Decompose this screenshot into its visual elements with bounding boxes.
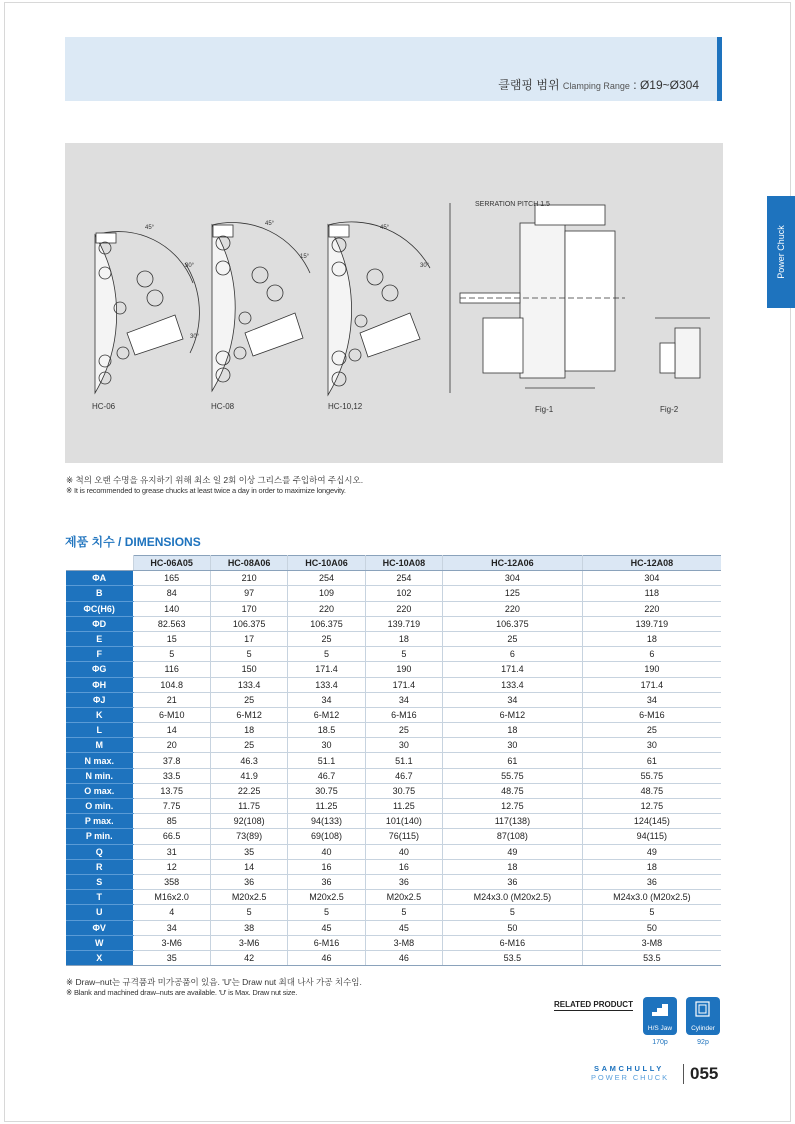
related-cylinder-button[interactable] [686,997,720,1035]
table-cell: 12 [133,859,210,874]
table-cell: 5 [365,647,442,662]
row-label: W [66,935,133,950]
table-cell: 6-M16 [288,935,365,950]
table-cell: 41.9 [210,768,287,783]
table-cell: 133.4 [443,677,583,692]
table-cell: 46 [365,950,442,965]
table-cell: 171.4 [288,662,365,677]
table-row [66,814,721,829]
row-label: X [66,950,133,965]
table-cell: 6-M10 [133,707,210,722]
table-cell: 6 [443,647,583,662]
table-cell: 51.1 [288,753,365,768]
table-cell: 82.563 [133,616,210,631]
angle-label: 30° [190,334,200,340]
row-label: B [66,586,133,601]
table-cell: 5 [582,905,721,920]
table-cell: 102 [365,586,442,601]
table-cell: 18 [443,859,583,874]
column-header: HC-10A08 [365,556,442,571]
table-cell: 6-M12 [288,707,365,722]
table-cell: 171.4 [582,677,721,692]
footer-divider [683,1064,684,1084]
grease-note-ko: ※ 척의 오랜 수명을 유지하기 위해 최소 일 2회 이상 그리스를 주입하여 주십시오. [66,475,364,485]
grease-note-en: ※ It is recommended to grease chucks at least twice a day in order to maximize longevity. [66,486,346,495]
table-cell: 106.375 [443,616,583,631]
clamp-value: Ø19~Ø304 [639,78,699,92]
table-cell: 125 [443,586,583,601]
column-header: HC-10A06 [288,556,365,571]
table-cell: 25 [443,631,583,646]
stairs-icon [651,1001,669,1017]
table-cell: 5 [443,905,583,920]
table-cell: 3-M6 [210,935,287,950]
table-row [66,662,721,677]
table-cell: 133.4 [288,677,365,692]
table-cell: 21 [133,692,210,707]
angle-label: 15° [300,254,310,260]
table-cell: 51.1 [365,753,442,768]
related-item-page: 170p [652,1039,668,1046]
table-cell: 36 [210,874,287,889]
serration-label: SERRATION PITCH 1.5 [475,201,550,208]
table-cell: 220 [365,601,442,616]
section-title-dimensions: 제품 치수 / DIMENSIONS [65,535,201,549]
table-cell: 18 [582,631,721,646]
table-cell: 97 [210,586,287,601]
table-row [66,753,721,768]
table-cell: 31 [133,844,210,859]
table-cell: 25 [582,723,721,738]
table-cell: 16 [288,859,365,874]
table-cell: 53.5 [582,950,721,965]
drawing-svg [65,143,723,463]
table-cell: 46.7 [288,768,365,783]
angle-label: 30° [420,263,430,269]
clamping-range: 클램핑 범위 Clamping Range : Ø19~Ø304 [498,78,699,92]
table-cell: 20 [133,738,210,753]
table-cell: M24x3.0 (M20x2.5) [582,890,721,905]
chuck-hc06-drawing [95,232,199,393]
drawnut-note-en: ※ Blank and machined draw–nuts are available. 'U' is Max. Draw nut size. [66,988,298,997]
table-cell: 18 [582,859,721,874]
table-cell: 94(115) [582,829,721,844]
table-cell: 69(108) [288,829,365,844]
fig2-drawing [655,318,710,378]
row-label: P min. [66,829,133,844]
table-cell: 4 [133,905,210,920]
table-cell: M20x2.5 [210,890,287,905]
table-cell: 40 [288,844,365,859]
row-label: ΦA [66,571,133,586]
table-cell: 61 [582,753,721,768]
table-cell: 18 [210,723,287,738]
table-row [66,890,721,905]
table-cell: 66.5 [133,829,210,844]
table-cell: 42 [210,950,287,965]
table-cell: M16x2.0 [133,890,210,905]
table-row [66,586,721,601]
table-cell: 13.75 [133,783,210,798]
table-cell: 34 [288,692,365,707]
table-row [66,783,721,798]
table-cell: 11.25 [288,799,365,814]
table-cell: 25 [365,723,442,738]
chuck-hc10-12-drawing [328,222,430,395]
table-cell: 94(133) [288,814,365,829]
table-cell: 35 [210,844,287,859]
table-corner [66,556,133,571]
table-cell: 34 [443,692,583,707]
related-hs-jaw-button[interactable] [643,997,677,1035]
table-row [66,571,721,586]
table-cell: 36 [582,874,721,889]
row-label: ΦJ [66,692,133,707]
drawnut-note-ko: ※ Draw–nut는 규격품과 미가공품이 있음. 'U'는 Draw nut 최대 나사 가공 치수임. [66,977,362,987]
model-label-hc08: HC-08 [211,402,235,411]
column-header: HC-08A06 [210,556,287,571]
table-cell: 37.8 [133,753,210,768]
table-cell: 6-M16 [443,935,583,950]
brand-logo-line1: SAMCHULLY [594,1064,664,1073]
table-cell: 6-M16 [582,707,721,722]
table-row [66,601,721,616]
table-row [66,723,721,738]
table-row [66,950,721,965]
table-cell: 18 [365,631,442,646]
table-cell: 61 [443,753,583,768]
table-cell: 5 [365,905,442,920]
row-label: L [66,723,133,738]
table-row [66,874,721,889]
table-cell: 220 [288,601,365,616]
table-cell: 171.4 [365,677,442,692]
table-cell: 14 [210,859,287,874]
table-cell: 50 [582,920,721,935]
column-header: HC-12A08 [582,556,721,571]
table-cell: 55.75 [443,768,583,783]
table-cell: 5 [210,647,287,662]
page-number: 055 [690,1064,719,1083]
table-cell: M24x3.0 (M20x2.5) [443,890,583,905]
table-cell: 5 [288,905,365,920]
table-cell: 12.75 [443,799,583,814]
table-cell: 30.75 [365,783,442,798]
related-item-label: H/S Jaw [647,1025,673,1032]
table-cell: 30 [288,738,365,753]
table-cell: 165 [133,571,210,586]
header-accent-bar [717,37,722,101]
table-cell: 30 [365,738,442,753]
table-cell: 304 [443,571,583,586]
cylinder-icon [694,1001,712,1017]
table-cell: 36 [365,874,442,889]
table-cell: 190 [582,662,721,677]
table-cell: 18 [443,723,583,738]
row-label: P max. [66,814,133,829]
table-cell: 30.75 [288,783,365,798]
table-cell: 15 [133,631,210,646]
table-cell: M20x2.5 [365,890,442,905]
row-label: O max. [66,783,133,798]
table-cell: 33.5 [133,768,210,783]
table-cell: 5 [133,647,210,662]
table-cell: 106.375 [210,616,287,631]
table-cell: 46.3 [210,753,287,768]
table-cell: 106.375 [288,616,365,631]
related-product-title: RELATED PRODUCT [554,1000,633,1009]
row-label: S [66,874,133,889]
table-cell: 92(108) [210,814,287,829]
table-row [66,647,721,662]
table-cell: 133.4 [210,677,287,692]
table-row [66,692,721,707]
table-cell: 30 [443,738,583,753]
table-cell: 171.4 [443,662,583,677]
table-cell: 36 [443,874,583,889]
table-row [66,859,721,874]
row-label: N min. [66,768,133,783]
table-cell: 34 [365,692,442,707]
row-label: O min. [66,799,133,814]
table-cell: 50 [443,920,583,935]
table-cell: 170 [210,601,287,616]
fig1-section-drawing [450,203,625,393]
row-label: ΦV [66,920,133,935]
table-cell: 116 [133,662,210,677]
row-label: E [66,631,133,646]
row-label: T [66,890,133,905]
table-cell: 5 [210,905,287,920]
table-cell: 104.8 [133,677,210,692]
table-cell: 53.5 [443,950,583,965]
table-cell: 101(140) [365,814,442,829]
angle-label: 30° [185,263,195,269]
model-label-hc10-12: HC-10,12 [328,402,363,411]
table-row [66,920,721,935]
table-row [66,844,721,859]
table-cell: 254 [365,571,442,586]
row-label: Q [66,844,133,859]
table-cell: 45 [288,920,365,935]
chuck-hc08-drawing [212,223,310,391]
table-cell: 73(89) [210,829,287,844]
side-tab-power-chuck[interactable] [767,196,795,308]
table-cell: 18.5 [288,723,365,738]
table-body [66,571,721,966]
table-cell: 6-M16 [365,707,442,722]
table-cell: 45 [365,920,442,935]
table-cell: 36 [288,874,365,889]
table-cell: 46.7 [365,768,442,783]
table-cell: 150 [210,662,287,677]
table-cell: 220 [582,601,721,616]
table-cell: 118 [582,586,721,601]
angle-label: 45° [265,221,275,227]
table-cell: 7.75 [133,799,210,814]
table-cell: 55.75 [582,768,721,783]
brand-logo-line2: POWER CHUCK [591,1073,669,1082]
table-cell: 11.25 [365,799,442,814]
table-cell: 3-M6 [133,935,210,950]
table-cell: 3-M8 [365,935,442,950]
table-row [66,616,721,631]
table-cell: 5 [288,647,365,662]
table-cell: M20x2.5 [288,890,365,905]
table-cell: 22.25 [210,783,287,798]
table-row [66,768,721,783]
angle-label: 45° [145,225,155,231]
table-cell: 254 [288,571,365,586]
table-cell: 40 [365,844,442,859]
technical-drawing [65,143,723,463]
related-item-page: 92p [697,1039,709,1046]
table-cell: 6-M12 [443,707,583,722]
row-label: K [66,707,133,722]
table-cell: 16 [365,859,442,874]
table-cell: 48.75 [443,783,583,798]
table-row [66,829,721,844]
table-cell: 35 [133,950,210,965]
table-cell: 84 [133,586,210,601]
table-row [66,677,721,692]
table-cell: 76(115) [365,829,442,844]
side-tab-label: Power Chuck [776,225,786,279]
fig1-label: Fig-1 [535,405,554,414]
table-cell: 124(145) [582,814,721,829]
row-label: ΦH [66,677,133,692]
row-label: ΦD [66,616,133,631]
table-cell: 85 [133,814,210,829]
table-cell: 38 [210,920,287,935]
table-cell: 6-M12 [210,707,287,722]
table-cell: 14 [133,723,210,738]
table-cell: 140 [133,601,210,616]
table-cell: 34 [582,692,721,707]
related-item-label: Cylinder [691,1025,715,1032]
table-row [66,799,721,814]
table-header-row [66,556,721,571]
row-label: N max. [66,753,133,768]
table-cell: 304 [582,571,721,586]
table-cell: 109 [288,586,365,601]
model-label-hc06: HC-06 [92,402,116,411]
table-cell: 139.719 [365,616,442,631]
table-row [66,935,721,950]
table-cell: 117(138) [443,814,583,829]
dimensions-table [66,555,721,966]
clamp-label-en: Clamping Range [562,81,630,91]
table-cell: 49 [443,844,583,859]
table-cell: 3-M8 [582,935,721,950]
table-cell: 46 [288,950,365,965]
table-cell: 11.75 [210,799,287,814]
angle-label: 45° [380,225,390,231]
table-cell: 49 [582,844,721,859]
table-row [66,631,721,646]
table-cell: 190 [365,662,442,677]
table-cell: 139.719 [582,616,721,631]
table-cell: 34 [133,920,210,935]
table-cell: 220 [443,601,583,616]
fig2-label: Fig-2 [660,405,679,414]
table-cell: 30 [582,738,721,753]
row-label: ΦG [66,662,133,677]
table-row [66,707,721,722]
clamp-label-ko: 클램핑 범위 [498,78,560,92]
table-cell: 6 [582,647,721,662]
table-cell: 358 [133,874,210,889]
table-cell: 25 [210,692,287,707]
table-cell: 48.75 [582,783,721,798]
row-label: F [66,647,133,662]
table-cell: 87(108) [443,829,583,844]
table-cell: 17 [210,631,287,646]
table-cell: 210 [210,571,287,586]
table-row [66,905,721,920]
column-header: HC-06A05 [133,556,210,571]
row-label: U [66,905,133,920]
table-row [66,738,721,753]
table-cell: 25 [210,738,287,753]
row-label: M [66,738,133,753]
column-header: HC-12A06 [443,556,583,571]
row-label: ΦC(H6) [66,601,133,616]
row-label: R [66,859,133,874]
table-cell: 12.75 [582,799,721,814]
table-cell: 25 [288,631,365,646]
